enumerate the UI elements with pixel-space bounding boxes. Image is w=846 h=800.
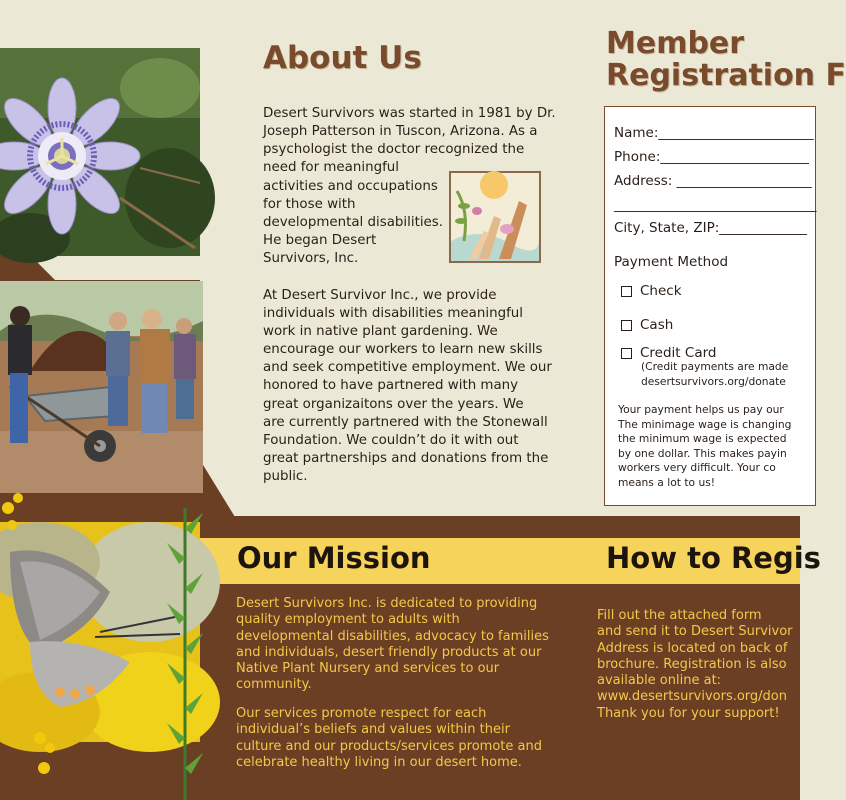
payment-method-label: Payment Method <box>614 254 729 270</box>
workers-photo <box>0 281 203 493</box>
text-line: public. <box>263 468 308 484</box>
text-line: and send it to Desert Survivor <box>597 624 793 640</box>
text-line: Desert Survivors was started in 1981 by Dr. <box>263 106 556 121</box>
text-line: Address is located on back of <box>597 640 788 656</box>
our-mission-title: Our Mission <box>237 541 431 575</box>
text-line: workers very difficult. Your co <box>618 461 776 474</box>
check-label: Check <box>640 283 682 299</box>
text-line: psychologist the doctor recognized the <box>263 142 525 158</box>
mission-paragraph-2 <box>236 706 571 771</box>
registration-title-line-1: Member <box>606 26 745 61</box>
text-line: by one dollar. This makes payin <box>618 446 787 460</box>
about-paragraph-1-continued <box>263 178 448 268</box>
text-line: need for meaningful <box>263 160 399 176</box>
text-line: (Credit payments are made <box>641 360 789 373</box>
credit-note <box>641 360 788 389</box>
text-line: desertsurvivors.org/donate <box>641 374 786 388</box>
vine-decoration <box>165 508 205 800</box>
how-to-register-text <box>597 608 800 722</box>
text-line: brochure. Registration is also <box>597 656 787 672</box>
how-to-register-title: How to Regis <box>606 541 821 575</box>
text-line: celebrate healthy living in our desert home. <box>236 754 522 770</box>
phone-field[interactable]: Phone:______________________ <box>614 149 809 165</box>
text-line: Joseph Patterson in Tuscon, Arizona. As a <box>263 124 538 140</box>
check-option[interactable] <box>621 283 682 299</box>
text-line: Survivors, Inc. <box>263 251 359 267</box>
text-line[interactable]: www.desertsurvivors.org/don <box>597 689 788 705</box>
about-us-title: About Us <box>263 40 422 76</box>
text-line: quality employment to adults with <box>236 612 460 628</box>
text-line: available online at: <box>597 673 722 689</box>
text-line: Fill out the attached form <box>597 608 762 623</box>
text-line: At Desert Survivor Inc., we provide <box>263 288 497 303</box>
text-line: great partnerships and donations from the <box>263 450 549 466</box>
text-line: great organizaitons over the years. We <box>263 396 524 412</box>
text-line: and individuals, desert friendly products at our <box>236 644 542 660</box>
text-line: Thank you for your support! <box>597 705 780 721</box>
text-line: Foundation. We couldn’t do it with out <box>263 432 519 448</box>
text-line: means a lot to us! <box>618 475 716 489</box>
text-line: are currently partnered with the Stonewall <box>263 414 548 430</box>
text-line: Native Plant Nursery and services to our <box>236 661 500 677</box>
registration-form <box>604 106 816 506</box>
address-line-2-field[interactable]: ______________________________ <box>614 197 817 213</box>
address-field[interactable]: Address: ____________________ <box>614 173 812 189</box>
text-line: culture and our products/services promote and <box>236 738 542 754</box>
text-line: Our services promote respect for each <box>236 706 487 721</box>
text-line: activities and occupations <box>263 179 438 194</box>
registration-title-line-2: Registration F <box>606 58 846 93</box>
text-line: Your payment helps us pay our <box>618 403 784 416</box>
credit-card-label: Credit Card <box>640 345 717 361</box>
text-line: honored to have partnered with many <box>263 378 519 394</box>
passion-flower-photo <box>0 48 200 256</box>
about-paragraph-1 <box>263 105 558 177</box>
yellow-flower-decoration <box>0 490 60 780</box>
checkbox-icon[interactable] <box>621 286 632 297</box>
text-line: and seek competitive employment. We our <box>263 360 552 376</box>
credit-card-option[interactable] <box>621 345 716 361</box>
about-paragraph-2 <box>263 287 563 486</box>
text-line: The minimage wage is changing <box>618 417 792 431</box>
text-line: individual’s beliefs and values within their <box>236 722 510 738</box>
text-line: Desert Survivors Inc. is dedicated to providing <box>236 596 538 611</box>
text-line: developmental disabilities, advocacy to families <box>236 628 549 644</box>
text-line: for those with <box>263 197 356 213</box>
name-field[interactable]: Name:_______________________ <box>614 125 814 141</box>
cash-label: Cash <box>640 317 674 333</box>
payment-note <box>618 403 791 490</box>
text-line: He began Desert <box>263 233 377 249</box>
text-line: developmental disabilities. <box>263 215 444 231</box>
cash-option[interactable] <box>621 317 673 333</box>
checkbox-icon[interactable] <box>621 320 632 331</box>
text-line: encourage our workers to learn new skills <box>263 342 543 358</box>
text-line: work in native plant gardening. We <box>263 324 498 340</box>
city-state-zip-field[interactable]: City, State, ZIP:_____________ <box>614 220 808 236</box>
mission-paragraph-1 <box>236 596 571 694</box>
text-line: community. <box>236 677 312 693</box>
text-line: the minimum wage is expected <box>618 432 787 445</box>
checkbox-icon[interactable] <box>621 348 632 359</box>
hands-artwork <box>449 171 541 263</box>
text-line: individuals with disabilities meaningful <box>263 306 523 322</box>
